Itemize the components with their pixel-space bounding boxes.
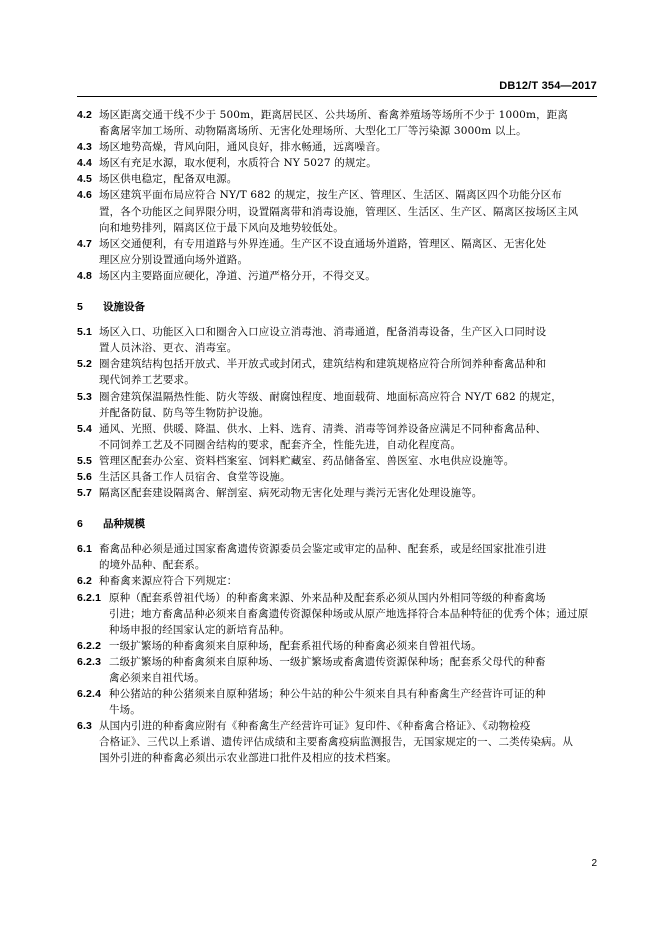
clause-text: 场区距离交通干线不少于 500m，距离居民区、公共场所、畜禽养殖场等场所不少于 1000m，距离 — [99, 109, 569, 121]
clause-line — [77, 325, 597, 341]
clause-number: 4.6 — [77, 189, 93, 202]
clause-text: 种畜禽来源应符合下列规定： — [99, 575, 238, 588]
clause-line — [77, 373, 597, 389]
clause-text: 禽必须来自祖代场。 — [109, 672, 205, 684]
clause-number: 5.2 — [77, 358, 93, 371]
clause-number: 5.7 — [77, 487, 93, 500]
clause-line — [77, 438, 597, 454]
clause-line — [77, 719, 597, 735]
clause-text: 置，各个功能区之间界限分明，设置隔离带和消毒设施，管理区、生活区、生产区、隔离区按场区主风 — [99, 205, 579, 218]
clause-text: 一级扩繁场的种畜禽须来自原种场，配套系祖代场的种畜禽必须来自曾祖代场。 — [109, 639, 482, 652]
clause-text: 场区地势高燥，背风向阳，通风良好，排水畅通，远离噪音。 — [99, 141, 387, 154]
header-rule — [77, 96, 597, 97]
clause-text: 通风、光照、供暖、降温、供水、上料、选育、清粪、消毒等饲养设备应满足不同种畜禽品种、 — [99, 422, 547, 435]
clause-line — [77, 574, 597, 590]
clause-text: 二级扩繁场的种畜禽须来自原种场、一级扩繁场或畜禽遗传资源保种场；配套系父母代的种畜 — [109, 655, 546, 668]
clause-line — [77, 422, 597, 438]
section-5-title: 设施设备 — [103, 300, 145, 313]
clause-number: 4.7 — [77, 237, 93, 250]
clause-text: 国外引进的种畜禽必须出示农业部进口批件及相应的技术档案。 — [99, 752, 398, 765]
clause-text: 隔离区配套建设隔离舍、解剖室、病死动物无害化处理与粪污无害化处理设施等。 — [99, 487, 483, 500]
clause-text: 理区应分别设置通向场外道路。 — [99, 253, 249, 266]
clause-number: 5.6 — [77, 470, 93, 483]
clause-text: 场区供电稳定，配备双电源。 — [99, 173, 238, 186]
clause-text: 种公猪站的种公猪须来自原种猪场；种公牛站的种公牛须来自具有种畜禽生产经营许可证的种 — [109, 688, 546, 701]
clause-number: 5.4 — [77, 422, 93, 435]
clause-text: 向和地势排列，隔离区位于最下风向及地势较低处。 — [99, 221, 344, 234]
clause-text: 圈舍建筑保温隔热性能、防火等级、耐腐蚀程度、地面载荷、地面标高应符合 NY/T 682 的规定， — [99, 390, 562, 403]
clause-number: 4.4 — [77, 157, 93, 170]
section-5-number: 5 — [77, 300, 83, 313]
clause-line — [77, 237, 597, 253]
clause-line — [77, 357, 597, 373]
clause-text: 畜禽屠宰加工场所、动物隔离场所、无害化处理场所、大型化工厂等污染源 3000m 以上。 — [99, 125, 527, 138]
clause-text: 生活区具备工作人员宿舍、食堂等设施。 — [99, 470, 291, 483]
clause-line — [77, 205, 597, 221]
clause-text: 不同饲养工艺及不同圈舍结构的要求，配套齐全，性能先进，自动化程度高。 — [99, 438, 462, 451]
clause-text: 场区入口、功能区入口和圈舍入口应设立消毒池、消毒通道，配备消毒设备，生产区入口同时设 — [99, 326, 547, 339]
clause-line — [77, 108, 597, 124]
clause-line — [77, 470, 597, 486]
clause-number: 5.3 — [77, 390, 93, 403]
section-5-items — [77, 325, 597, 502]
clause-line — [77, 671, 597, 687]
clause-text: 畜禽品种必须是通过国家畜禽遗传资源委员会鉴定或审定的品种、配套系，或是经国家批准引进 — [99, 543, 547, 556]
section-6-items — [77, 542, 597, 767]
clause-line — [77, 591, 597, 607]
clause-line — [77, 390, 597, 406]
clause-text: 从国内引进的种畜禽应附有《种畜禽生产经营许可证》复印件、《种畜禽合格证》、《动物检疫 — [99, 720, 531, 733]
clause-line — [77, 156, 597, 172]
clause-line — [77, 687, 597, 703]
clause-number: 6.1 — [77, 543, 93, 556]
clause-text: 并配备防鼠、防鸟等生物防护设施。 — [99, 406, 270, 419]
document-body — [77, 108, 597, 768]
section-6-title: 品种规模 — [103, 517, 145, 530]
clause-text: 的境外品种、配套系。 — [99, 559, 206, 572]
clause-line — [77, 124, 597, 140]
section-6-number: 6 — [77, 517, 83, 530]
section-6-heading — [77, 517, 597, 533]
clause-line — [77, 253, 597, 269]
clause-text: 场区建筑平面布局应符合 NY/T 682 的规定，按生产区、管理区、生活区、隔离区四个功能分区布 — [99, 189, 562, 202]
clause-text: 引进；地方畜禽品种必须来自畜禽遗传资源保种场或从原产地选择符合本品种特征的优秀个体；通过原 — [109, 607, 589, 620]
page-number: 2 — [591, 858, 597, 869]
clause-number: 6.2 — [77, 575, 93, 588]
clause-line — [77, 558, 597, 574]
clause-text: 置人员沐浴、更衣、消毒室。 — [99, 342, 238, 355]
clause-line — [77, 406, 597, 422]
section-5-heading — [77, 300, 597, 316]
clause-line — [77, 140, 597, 156]
clause-text: 原种（配套系曾祖代场）的种畜禽来源、外来品种及配套系必须从国内外相同等级的种畜禽场 — [109, 591, 546, 604]
clause-text: 现代饲养工艺要求。 — [99, 374, 195, 387]
clause-line — [77, 188, 597, 204]
clause-line — [77, 542, 597, 558]
clause-line — [77, 486, 597, 502]
clause-line — [77, 735, 597, 751]
clause-line — [77, 269, 597, 285]
clause-text: 圈舍建筑结构包括开放式、半开放式或封闭式，建筑结构和建筑规格应符合所饲养种畜禽品种和 — [99, 358, 547, 371]
clause-number: 4.8 — [77, 269, 93, 282]
clause-number: 6.2.3 — [77, 655, 102, 668]
clause-line — [77, 703, 597, 719]
clause-text: 场区内主要路面应硬化，净道、污道严格分开，不得交叉。 — [99, 269, 376, 282]
clause-number: 4.3 — [77, 141, 93, 154]
clause-line — [77, 623, 597, 639]
clause-number: 6.2.2 — [77, 639, 102, 652]
clause-line — [77, 341, 597, 357]
clause-text: 场区交通便利，有专用道路与外界连通。生产区不设直通场外道路，管理区、隔离区、无害化处 — [99, 237, 547, 250]
clause-number: 6.3 — [77, 720, 93, 733]
clause-text: 管理区配套办公室、资料档案室、饲料贮藏室、药品储备室、兽医室、水电供应设施等。 — [99, 454, 515, 467]
document-code: DB12/T 354—2017 — [499, 80, 597, 92]
clause-line — [77, 454, 597, 470]
clause-number: 4.2 — [77, 109, 93, 121]
clause-number: 4.5 — [77, 173, 93, 186]
clause-line — [77, 172, 597, 188]
clause-number: 5.1 — [77, 326, 93, 339]
clause-line — [77, 655, 597, 671]
clause-number: 6.2.4 — [77, 688, 102, 701]
clause-number: 6.2.1 — [77, 591, 102, 604]
clause-number: 5.5 — [77, 454, 93, 467]
clause-text: 牛场。 — [109, 704, 141, 717]
section-4-items — [77, 108, 597, 285]
clause-line — [77, 607, 597, 623]
clause-text: 场区有充足水源，取水便利，水质符合 NY 5027 的规定。 — [99, 157, 377, 170]
clause-text: 合格证》、三代以上系谱、遗传评估成绩和主要畜禽疫病监测报告，无国家规定的一、二类传染病。从 — [99, 736, 573, 749]
clause-line — [77, 221, 597, 237]
clause-line — [77, 639, 597, 655]
clause-line — [77, 751, 597, 767]
clause-text: 种场申报的经国家认定的新培育品种。 — [109, 623, 291, 636]
